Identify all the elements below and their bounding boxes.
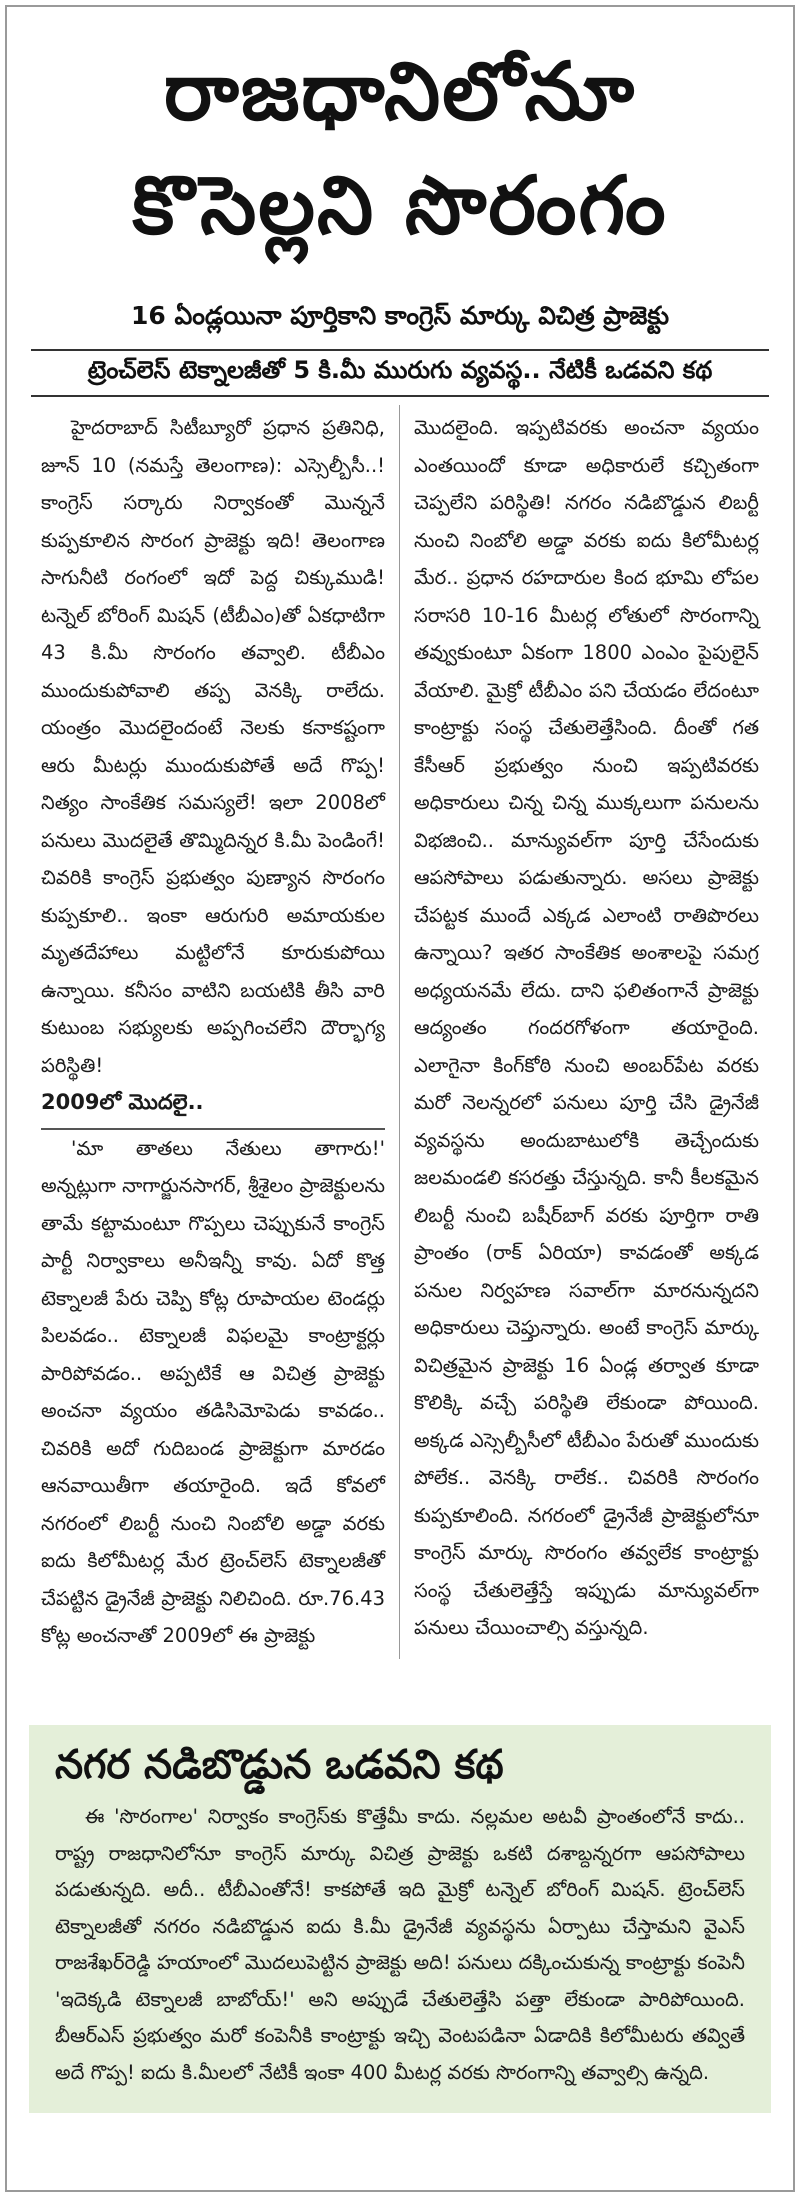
sidebar-box: [29, 1725, 771, 2113]
newspaper-clipping: [5, 5, 795, 2192]
sidebar-box-title: నగర నడిబొడ్డున ఒడవని కథ: [55, 1742, 504, 1788]
right-column: [400, 405, 773, 1659]
subheadline: 16 ఏండ్లయినా పూర్తికాని కాంగ్రెస్ మార్కు విచిత్ర ప్రాజెక్టు: [130, 301, 670, 330]
article-body: [27, 405, 773, 1659]
left-paragraph-1: హైదరాబాద్ సిటీబ్యూరో ప్రధాన ప్రతినిధి, జూన్ 10 (నమస్తే తెలంగాణ): ఎస్సెల్బీసీ..! కాంగ్రెస్ సర్కారు నిర్వాకంతో మొన్ననే కుప్పకూలిన సొరంగ ప్రాజెక్టు ఇది! తెలంగాణ సాగునీటి రంగంలో ఇదో పెద్ద చిక్కుముడి! టన్నెల్ బోరింగ్ మిషన్ (టీబీఎం)తో ఏకధాటిగా 43 కి.మీ సొరంగం తవ్వాలి. టీబీఎం ముందుకుపోవాలి తప్ప వెనక్కి రాలేదు. యంత్రం మొదలైందంటే నెలకు కనాకష్టంగా ఆరు మీటర్లు ముందుకుపోతే అదే గొప్ప! నిత్యం సాంకేతిక సమస్యలే! ఇలా 2008లో పనులు మొదలైతే తొమ్మిదిన్నర కి.మీ పెండింగే! చివరికి కాంగ్రెస్ ప్రభుత్వం పుణ్యాన సొరంగం కుప్పకూలి.. ఇంకా ఆరుగురి అమాయకుల మృతదేహాలు మట్టిలోనే కూరుకుపోయి ఉన్నాయి. కనీసం వాటిని బయటికి తీసి వారి కుటుంబ సభ్యులకు అప్పగించలేని దౌర్భాగ్య పరిస్థితి!: [41, 416, 385, 1077]
right-paragraph-1: మొదలైంది. ఇప్పటివరకు అంచనా వ్యయం ఎంతయిందో కూడా అధికారులే కచ్చితంగా చెప్పలేని పరిస్థితి! నగరం నడిబొడ్డున లిబర్టీ నుంచి నింబోలి అడ్డా వరకు ఐదు కిలోమీటర్ల మేర.. ప్రధాన రహదారుల కింద భూమి లోపల సరాసరి 10-16 మీటర్ల లోతులో సొరంగాన్ని తవ్వుకుంటూ ఏకంగా 1800 ఎంఎం పైపులైన్ వేయాలి. మైక్రో టీబీఎం పని చేయడం లేదంటూ కాంట్రాక్టు సంస్థ చేతులెత్తేసింది. దీంతో గత కేసీఆర్ ప్రభుత్వం నుంచి ఇప్పటివరకు అధికారులు చిన్న చిన్న ముక్కలుగా పనులను విభజించి.. మాన్యువల్‌గా పూర్తి చేసేందుకు ఆపసోపాలు పడుతున్నారు. అసలు ప్రాజెక్టు చేపట్టక ముందే ఎక్కడ ఎలాంటి రాతిపొరలు ఉన్నాయి? ఇతర సాంకేతిక అంశాలపై సమగ్ర అధ్యయనమే లేదు. దాని ఫలితంగానే ప్రాజెక్టు ఆద్యంతం గందరగోళంగా తయారైంది. ఎలాగైనా కింగ్‌కోఠి నుంచి అంబర్‌పేట వరకు మరో నెలన్నరలో పనులు పూర్తి చేసి డ్రైనేజీ వ్యవస్థను అందుబాటులోకి తెచ్చేందుకు జలమండలి కసరత్తు చేస్తున్నది. కానీ కీలకమైన లిబర్టీ నుంచి బషీర్‌బాగ్ వరకు పూర్తిగా రాతి ప్రాంతం (రాక్ ఏరియా) కావడంతో అక్కడ పనుల నిర్వహణ సవాల్‌గా మారనున్నదని అధికారులు చెప్తున్నారు. అంటే కాంగ్రెస్ మార్కు విచిత్రమైన ప్రాజెక్టు 16 ఏండ్ల తర్వాత కూడా కొలిక్కి వచ్చే పరిస్థితి లేకుండా పోయింది. అక్కడ ఎస్సెల్బీసీలో టీబీఎం పేరుతో ముందుకు పోలేక.. వెనక్కి రాలేక.. చివరికి సొరంగం కుప్పకూలింది. నగరంలో డ్రైనేజీ ప్రాజెక్టులోనూ కాంగ్రెస్ మార్కు సొరంగం తవ్వలేక కాంట్రాక్టు సంస్థ చేతులెత్తేస్తే ఇప్పుడు మాన్యువల్‌గా పనులు చేయించాల్సి వస్తున్నది.: [414, 416, 759, 1639]
headline-line-2: కొసెల్లని సొరంగం: [132, 159, 668, 252]
left-column: [27, 405, 400, 1659]
left-paragraph-2: 'మా తాతలు నేతులు తాగారు!' అన్నట్లుగా నాగార్జునసాగర్, శ్రీశైలం ప్రాజెక్టులను తామే కట్టామంటూ గొప్పలు చెప్పుకునే కాంగ్రెస్ పార్టీ నిర్వాకాలు అనీఇన్నీ కావు. ఏదో కొత్త టెక్నాలజీ పేరు చెప్పి కోట్ల రూపాయల టెండర్లు పిలవడం.. టెక్నాలజీ విఫలమై కాంట్రాక్టర్లు పారిపోవడం.. అప్పటికే ఆ విచిత్ర ప్రాజెక్టు అంచనా వ్యయం తడిసిమోపెడు కావడం.. చివరికి అదో గుదిబండ ప్రాజెక్టుగా మారడం ఆనవాయితీగా తయారైంది. ఇదే కోవలో నగరంలో లిబర్టీ నుంచి నింబోలి అడ్డా వరకు ఐదు కిలోమీటర్ల మేర ట్రెంచ్‌లెస్ టెక్నాలజీతో చేపట్టిన డ్రైనేజీ ప్రాజెక్టు నిలిచింది. రూ.76.43 కోట్ల అంచనాతో 2009లో ఈ ప్రాజెక్టు: [41, 1136, 385, 1647]
section-subheading: 2009లో మొదలై..: [41, 1084, 385, 1130]
headline-line-1: రాజధానిలోనూ: [163, 45, 637, 138]
headline: [7, 37, 793, 261]
sidebar-box-body: ఈ 'సొరంగాల' నిర్వాకం కాంగ్రెస్‌కు కొత్తేమీ కాదు. నల్లమల అటవీ ప్రాంతంలోనే కాదు.. రాష్ట్ర రాజధానిలోనూ కాంగ్రెస్ మార్కు విచిత్ర ప్రాజెక్టు ఒకటి దశాబ్దన్నరగా ఆపసోపాలు పడుతున్నది. అదీ.. టీబీఎంతోనే! కాకపోతే ఇది మైక్రో టన్నెల్ బోరింగ్ మిషన్. ట్రెంచ్‌లెస్ టెక్నాలజీతో నగరం నడిబొడ్డున ఐదు కి.మీ డ్రైనేజీ వ్యవస్థను ఏర్పాటు చేస్తామని వైఎస్ రాజశేఖర్‌రెడ్డి హయాంలో మొదలుపెట్టిన ప్రాజెక్టు అది! పనులు దక్కించుకున్న కాంట్రాక్టు కంపెనీ 'ఇదెక్కడి టెక్నాలజీ బాబోయ్!' అని అప్పుడే చేతులెత్తేసి పత్తా లేకుండా పారిపోయింది. బీఆర్ఎస్ ప్రభుత్వం మరో కంపెనీకి కాంట్రాక్టు ఇచ్చి వెంటపడినా ఏడాదికి కిలోమీటరు తవ్వితే అదే గొప్ప! ఐదు కి.మీలలో నేటికీ ఇంకా 400 మీటర్ల వరకు సొరంగాన్ని తవ్వాల్సి ఉన్నది.: [55, 1805, 745, 2084]
kicker: ట్రెంచ్‌లెస్ టెక్నాలజీతో 5 కి.మీ మురుగు వ్యవస్థ.. నేటికీ ఒడవని కథ: [31, 349, 769, 397]
